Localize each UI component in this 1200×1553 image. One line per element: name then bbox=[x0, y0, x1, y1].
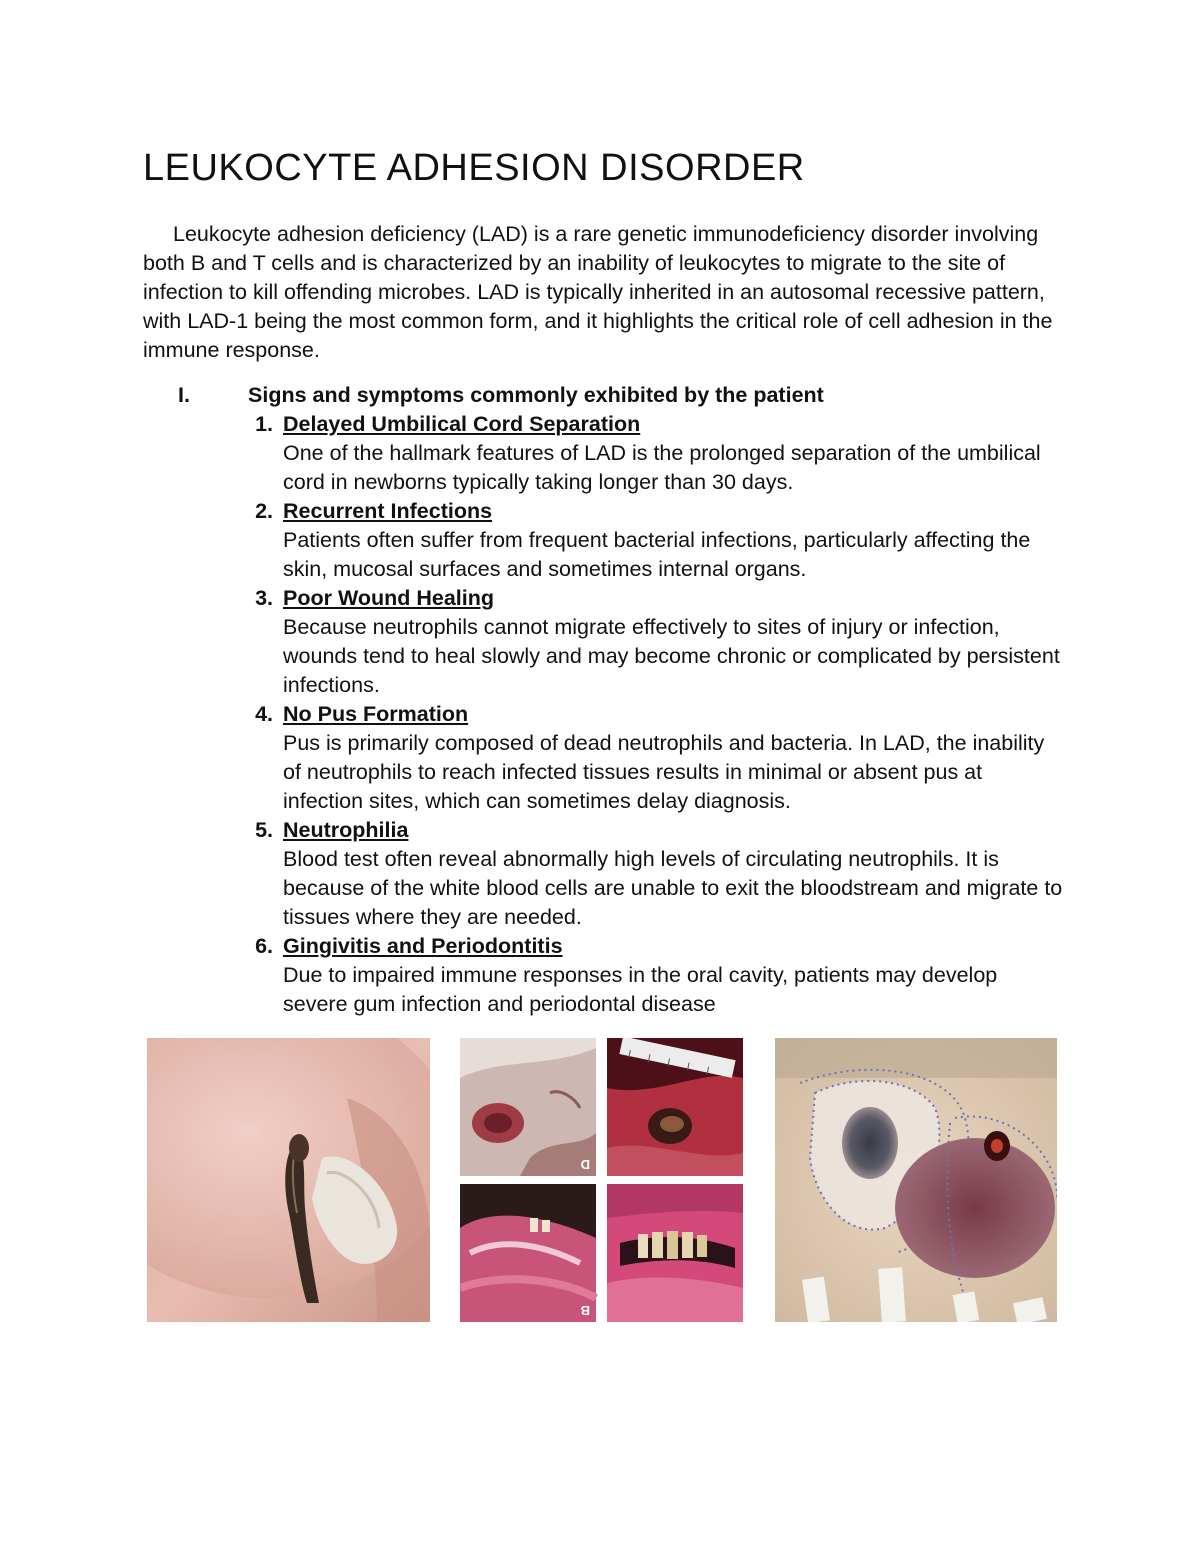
panel-label-d: D bbox=[580, 1157, 590, 1172]
item-title: Delayed Umbilical Cord Separation bbox=[283, 412, 641, 436]
list-item bbox=[143, 410, 1063, 497]
item-description: One of the hallmark features of LAD is the prolonged separation of the umbilical cord in newborns typically taking longer than 30 days. bbox=[283, 441, 1041, 494]
document-title: LEUKOCYTE ADHESION DISORDER bbox=[143, 147, 805, 189]
list-item bbox=[143, 932, 1063, 1019]
item-title: Recurrent Infections bbox=[283, 499, 493, 523]
item-number: 1. bbox=[255, 412, 273, 436]
list-item bbox=[143, 700, 1063, 816]
signs-section bbox=[143, 381, 1063, 1019]
umbilical-cord-photo bbox=[147, 1038, 430, 1322]
list-item bbox=[143, 584, 1063, 700]
item-number: 5. bbox=[255, 818, 273, 842]
item-title: No Pus Formation bbox=[283, 702, 469, 726]
section-numeral: I. bbox=[178, 383, 190, 407]
item-description: Patients often suffer from frequent bacterial infections, particularly affecting the skin, mucosal surfaces and sometimes internal organs. bbox=[283, 528, 1031, 581]
item-description: Blood test often reveal abnormally high levels of circulating neutrophils. It is because of the white blood cells are unable to exit the bloodstream and migrate to tissues where they are needed. bbox=[283, 847, 1063, 929]
item-description: Because neutrophils cannot migrate effectively to sites of injury or infection, wounds tend to heal slowly and may become chronic or complicated by persistent infections. bbox=[283, 615, 1060, 697]
list-item bbox=[143, 497, 1063, 584]
skin-wound-photo bbox=[775, 1038, 1057, 1322]
item-title: Poor Wound Healing bbox=[283, 586, 495, 610]
item-title: Gingivitis and Periodontitis bbox=[283, 934, 563, 958]
intro-paragraph: Leukocyte adhesion deficiency (LAD) is a rare genetic immunodeficiency disorder involving both B and T cells and is characterized by an inability of leukocytes to migrate to the site of infection to kill offending microbes. LAD is typically inherited in an autosomal recessive pattern, with LAD-1 being the most common form, and it highlights the critical role of cell adhesion in the immune response. bbox=[143, 222, 1053, 362]
panel-label-b: B bbox=[580, 1303, 590, 1318]
photo-row bbox=[147, 1038, 1057, 1322]
section-heading-row bbox=[143, 381, 1063, 410]
item-number: 6. bbox=[255, 934, 273, 958]
list-item bbox=[143, 816, 1063, 932]
item-description: Due to impaired immune responses in the oral cavity, patients may develop severe gum infection and periodontal disease bbox=[283, 963, 998, 1016]
item-description: Pus is primarily composed of dead neutrophils and bacteria. In LAD, the inability of neutrophils to reach infected tissues results in minimal or absent pus at infection sites, which can sometimes delay diagnosis. bbox=[283, 731, 1045, 813]
item-number: 4. bbox=[255, 702, 273, 726]
clinical-collage-photo bbox=[460, 1038, 743, 1322]
section-heading: Signs and symptoms commonly exhibited by the patient bbox=[248, 383, 824, 407]
item-number: 3. bbox=[255, 586, 273, 610]
symptom-list bbox=[143, 410, 1063, 1019]
item-title: Neutrophilia bbox=[283, 818, 409, 842]
item-number: 2. bbox=[255, 499, 273, 523]
